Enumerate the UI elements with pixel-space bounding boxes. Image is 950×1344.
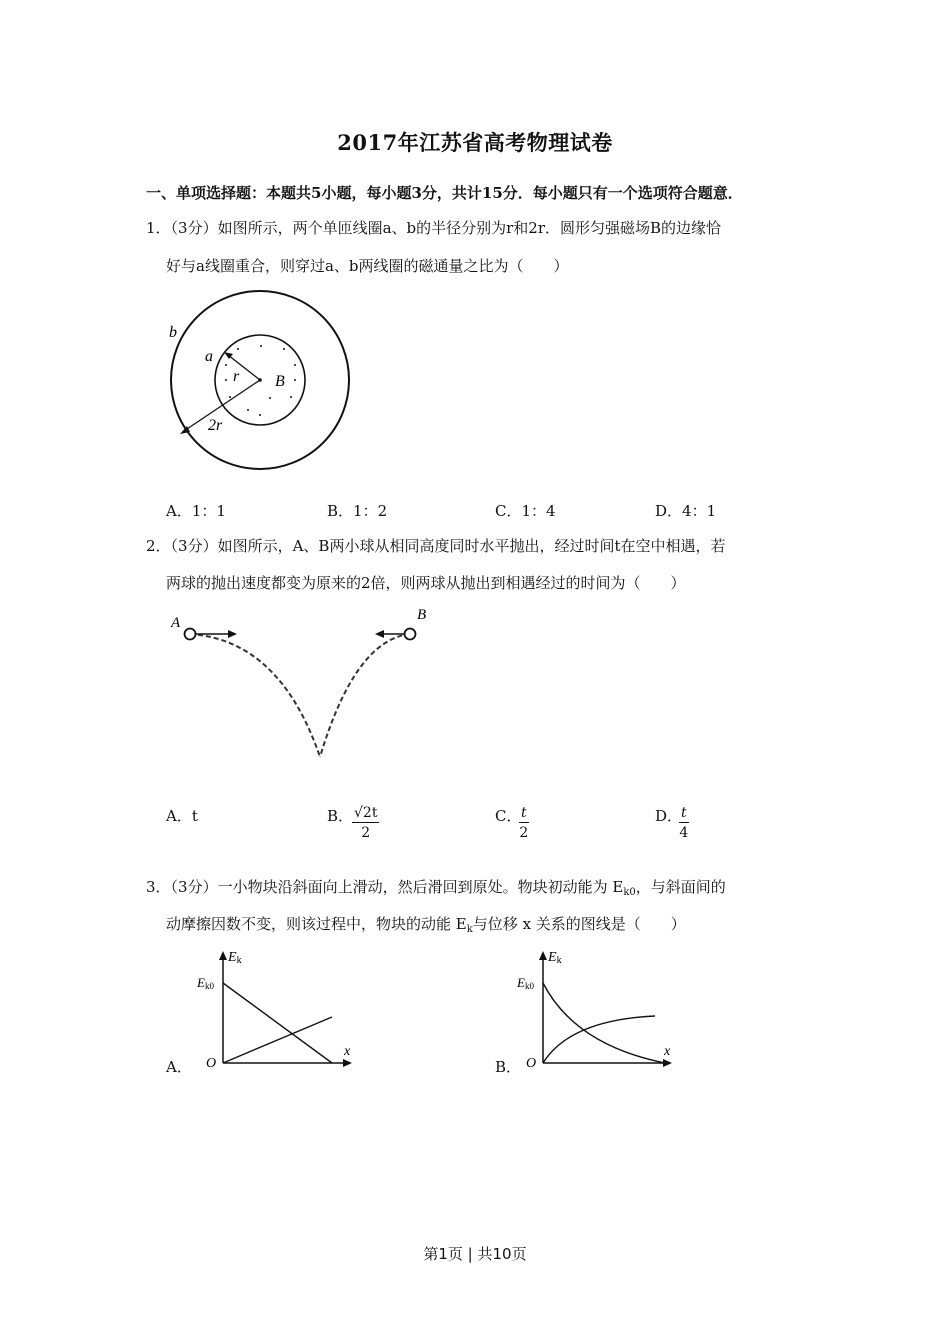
graph-a-falling-line bbox=[223, 983, 332, 1063]
graph-b-y-arrowhead bbox=[539, 951, 547, 960]
q3-option-a-label: A． bbox=[166, 1058, 192, 1076]
q2-option-c-label: C． bbox=[495, 807, 522, 825]
trajectory-a bbox=[190, 634, 320, 757]
q2-option-b-fraction bbox=[352, 804, 379, 843]
q1-coil-figure bbox=[160, 285, 360, 480]
label-r: r bbox=[233, 368, 240, 385]
q2-option-c-denominator: 2 bbox=[519, 825, 529, 841]
q3-line1-text-end: ，与斜面间的 bbox=[635, 878, 726, 896]
trajectory-b bbox=[320, 634, 410, 757]
label-a: a bbox=[205, 348, 213, 365]
label-b: b bbox=[169, 324, 177, 341]
q2-option-b-numerator: √2t bbox=[354, 805, 378, 821]
q2-option-c-numerator: t bbox=[521, 805, 527, 821]
graph-b-ylabel: Ek bbox=[548, 950, 562, 966]
q3-line1-sub: k0 bbox=[623, 887, 636, 898]
q1-stem-line1: 1．（3分）如图所示，两个单匝线圈a、b的半径分别为r和2r．圆形匀强磁场B的边缘恰 bbox=[146, 219, 722, 237]
label-B: B bbox=[275, 373, 285, 390]
ball-b bbox=[405, 629, 416, 640]
q1-option-b: B．1：2 bbox=[327, 502, 388, 520]
q2-option-d-numerator: t bbox=[681, 805, 687, 821]
page-footer: 第1页 | 共10页 bbox=[423, 1245, 527, 1263]
q3-line1-text: 3．（3分）一小物块沿斜面向上滑动，然后滑回到原处。物块初动能为 E bbox=[146, 878, 624, 896]
graph-a-y-arrowhead bbox=[219, 951, 227, 960]
graph-a-ek0: Ek0 bbox=[197, 975, 214, 991]
q2-option-c-fraction bbox=[519, 804, 529, 843]
q1-option-a: A．1：1 bbox=[166, 502, 226, 520]
graph-a-rising-line bbox=[223, 1017, 332, 1063]
q3-line2-sub: k bbox=[466, 924, 473, 935]
q3-option-b-label: B． bbox=[495, 1058, 522, 1076]
graph-a-ylabel: Ek bbox=[228, 950, 242, 966]
label-2r: 2r bbox=[208, 417, 223, 434]
q2-option-d-fraction bbox=[679, 804, 689, 843]
q3-line2-text: 动摩擦因数不变，则该过程中，物块的动能 E bbox=[166, 915, 467, 933]
graph-b-ek0: Ek0 bbox=[517, 975, 534, 991]
q1-stem-line2: 好与a线圈重合，则穿过a、b两线圈的磁通量之比为（ ） bbox=[166, 257, 569, 275]
page-title: 2017年江苏省高考物理试卷 bbox=[337, 130, 613, 155]
q3-graph-a bbox=[195, 945, 365, 1075]
graph-a-xlabel: x bbox=[344, 1044, 351, 1059]
q2-stem-line2: 两球的抛出速度都变为原来的2倍，则两球从抛出到相遇经过的时间为（ ） bbox=[166, 574, 686, 592]
graph-a-origin: O bbox=[206, 1056, 217, 1071]
q2-option-d-denominator: 4 bbox=[679, 825, 689, 841]
q2-stem-line1: 2．（3分）如图所示，A、B两小球从相同高度同时水平抛出，经过时间t在空中相遇，若 bbox=[146, 537, 726, 555]
velocity-a-arrowhead bbox=[228, 630, 237, 638]
q3-stem-line2 bbox=[166, 913, 686, 935]
q3-line2-text-end: 与位移 x 关系的图线是（ ） bbox=[472, 915, 686, 933]
q1-option-d: D．4：1 bbox=[655, 502, 717, 520]
graph-b-xlabel: x bbox=[664, 1044, 671, 1059]
q2-option-a: A．t bbox=[166, 807, 198, 825]
q2-option-b-denominator: 2 bbox=[361, 825, 371, 841]
label-B: B bbox=[417, 607, 427, 623]
q2-projectile-figure bbox=[165, 600, 445, 765]
velocity-b-arrowhead bbox=[375, 630, 384, 638]
q3-stem-line1 bbox=[146, 876, 726, 898]
section-heading: 一、单项选择题：本题共5小题，每小题3分，共计15分．每小题只有一个选项符合题意． bbox=[146, 184, 743, 202]
q1-option-c: C．1：4 bbox=[495, 502, 556, 520]
q2-option-d-label: D． bbox=[655, 807, 683, 825]
ball-a bbox=[185, 629, 196, 640]
q3-graph-b bbox=[515, 945, 685, 1075]
q2-option-b-label: B． bbox=[327, 807, 354, 825]
graph-b-origin: O bbox=[526, 1056, 537, 1071]
label-A: A bbox=[171, 615, 181, 631]
graph-a-x-arrowhead bbox=[343, 1059, 352, 1067]
